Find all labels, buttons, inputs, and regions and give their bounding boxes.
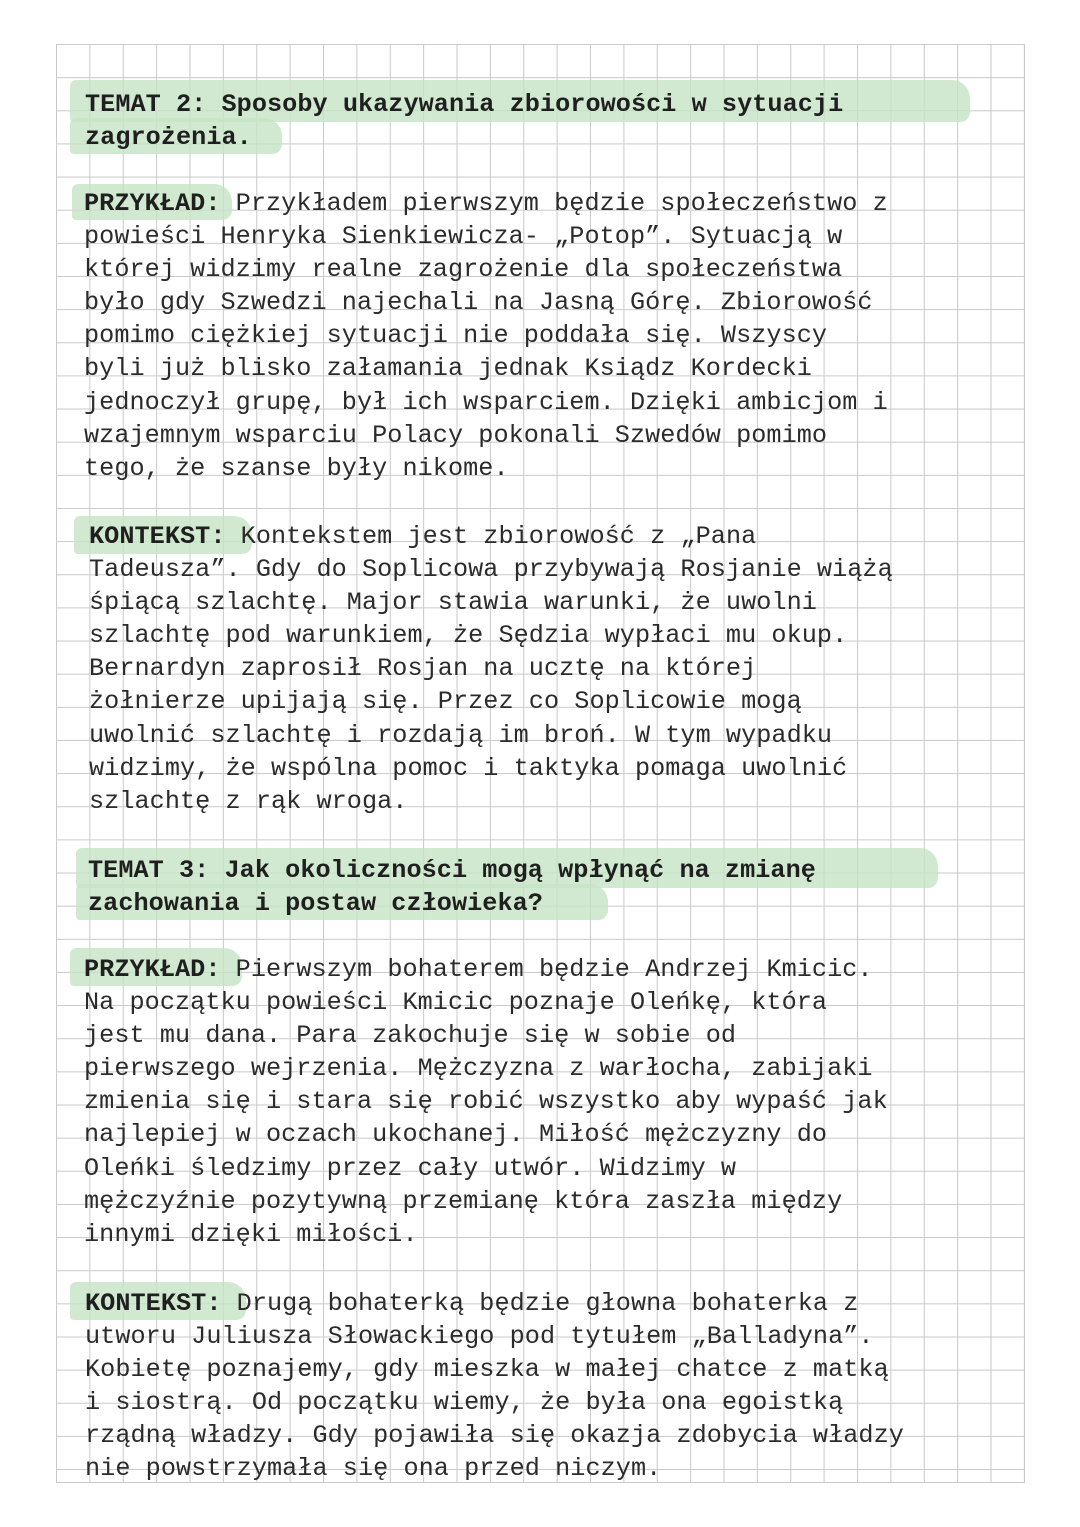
kontekst-2-line: Drugą bohaterką będzie głowna bohaterka z	[221, 1289, 859, 1318]
kontekst-1-line: Bernardyn zaprosił Rosjan na ucztę na której	[89, 654, 757, 684]
kontekst-1-line: szlachtę z rąk wroga.	[89, 786, 408, 816]
kontekst-1-line: Kontekstem jest zbiorowość z „Pana	[225, 522, 757, 551]
przyklad-1-block	[84, 187, 888, 485]
przyklad-2-line: zmienia się i stara się robić wszystko aby wypaść jak	[84, 1087, 888, 1117]
przyklad-2-block	[84, 953, 888, 1251]
przyklad-2-line: innymi dzięki miłości.	[84, 1219, 418, 1249]
kontekst-2-line: rządną władzy. Gdy pojawiła się okazja zdobycia władzy	[85, 1421, 904, 1451]
kontekst-2-line: i siostrą. Od początku wiemy, że była ona egoistką	[85, 1388, 844, 1418]
temat-2-block	[85, 88, 843, 154]
przyklad-1-line: której widzimy realne zagrożenie dla społeczeństwa	[84, 255, 843, 285]
kontekst-1-block	[89, 520, 893, 818]
przyklad-1-line: Przykładem pierwszym będzie społeczeństwo z	[220, 189, 888, 218]
kontekst-2-line: utworu Juliusza Słowackiego pod tytułem „Balladyna”.	[85, 1322, 874, 1352]
przyklad-1-line: wzajemnym wsparciu Polacy pokonali Szwedów pomimo	[84, 420, 828, 450]
temat-2-label: TEMAT 2:	[85, 90, 207, 119]
temat-3-block	[88, 854, 816, 920]
kontekst-1-line: Tadeusza”. Gdy do Soplicowa przybywają Rosjanie wiążą	[89, 555, 893, 585]
przyklad-1-line: byli już blisko załamania jednak Ksiądz Kordecki	[84, 354, 812, 384]
przyklad-1-label: PRZYKŁAD:	[84, 189, 221, 218]
temat-3-line: zachowania i postaw człowieka?	[88, 889, 543, 919]
temat-2-line: Sposoby ukazywania zbiorowości w sytuacji	[206, 90, 844, 119]
kontekst-2-block	[85, 1287, 904, 1486]
kontekst-1-line: widzimy, że wspólna pomoc i taktyka pomaga uwolnić	[89, 753, 848, 783]
kontekst-1-line: szlachtę pod warunkiem, że Sędzia wypłaci mu okup.	[89, 621, 848, 651]
temat-3-line: Jak okoliczności mogą wpłynąć na zmianę	[209, 856, 816, 885]
przyklad-2-label: PRZYKŁAD:	[84, 955, 221, 984]
przyklad-1-line: powieści Henryka Sienkiewicza- „Potop”. Sytuacją w	[84, 222, 843, 252]
przyklad-2-line: pierwszego wejrzenia. Mężczyzna z warłocha, zabijaki	[84, 1054, 873, 1084]
przyklad-2-line: jest mu dana. Para zakochuje się w sobie od	[84, 1021, 737, 1051]
kontekst-1-line: uwolnić szlachtę i rozdają im broń. W tym wypadku	[89, 720, 833, 750]
kontekst-1-label: KONTEKST:	[89, 522, 226, 551]
przyklad-2-line: najlepiej w oczach ukochanej. Miłość mężczyzny do	[84, 1120, 828, 1150]
kontekst-2-label: KONTEKST:	[85, 1289, 222, 1318]
przyklad-1-line: było gdy Szwedzi najechali na Jasną Górę. Zbiorowość	[84, 288, 873, 318]
kontekst-1-line: śpiącą szlachtę. Major stawia warunki, że uwolni	[89, 588, 817, 618]
przyklad-2-line: mężczyźnie pozytywną przemianę która zaszła między	[84, 1186, 843, 1216]
kontekst-1-line: żołnierze upijają się. Przez co Soplicowie mogą	[89, 687, 802, 717]
kontekst-2-line: nie powstrzymała się ona przed niczym.	[85, 1454, 662, 1484]
temat-2-line: zagrożenia.	[85, 123, 252, 153]
przyklad-2-line: Pierwszym bohaterem będzie Andrzej Kmicic.	[220, 955, 873, 984]
kontekst-2-line: Kobietę poznajemy, gdy mieszka w małej chatce z matką	[85, 1355, 889, 1385]
temat-3-label: TEMAT 3:	[88, 856, 210, 885]
przyklad-1-line: tego, że szanse były nikome.	[84, 453, 509, 483]
przyklad-1-line: jednoczył grupę, był ich wsparciem. Dzięki ambicjom i	[84, 387, 888, 417]
przyklad-2-line: Oleńki śledzimy przez cały utwór. Widzimy w	[84, 1153, 737, 1183]
przyklad-2-line: Na początku powieści Kmicic poznaje Oleńkę, która	[84, 988, 828, 1018]
przyklad-1-line: pomimo ciężkiej sytuacji nie poddała się. Wszyscy	[84, 321, 828, 351]
